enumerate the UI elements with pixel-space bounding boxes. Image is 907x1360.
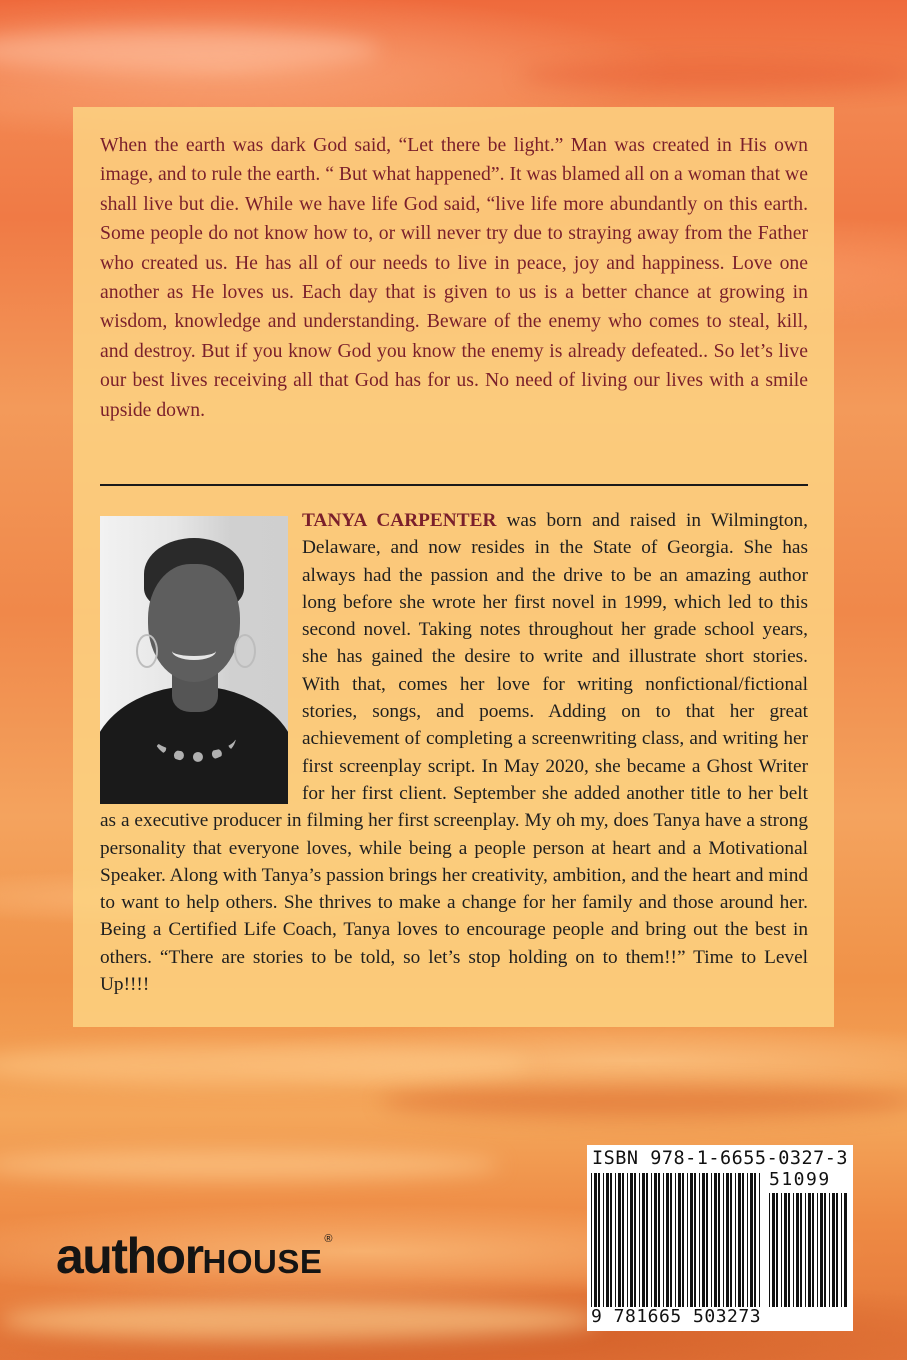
barcode-bar — [824, 1193, 826, 1307]
barcode-bar — [730, 1173, 732, 1307]
author-name: TANYA CARPENTER — [302, 510, 497, 531]
barcode-bar — [634, 1173, 636, 1307]
divider-line — [100, 484, 808, 486]
barcode-bar — [663, 1173, 664, 1307]
author-bio — [100, 507, 808, 998]
barcode-bar — [610, 1173, 612, 1307]
barcode-bar — [793, 1193, 794, 1307]
isbn-barcode — [587, 1145, 853, 1331]
barcode-bar — [618, 1173, 621, 1307]
barcode-bar — [723, 1173, 724, 1307]
barcode-bar — [694, 1173, 696, 1307]
sky-cloud — [0, 1300, 600, 1340]
barcode-bar — [735, 1173, 736, 1307]
barcode-bar — [670, 1173, 672, 1307]
author-bio-text: was born and raised in Wilmington, Delaware, and now resides in the State of Georgia. She has always had the passion and the drive to be an amazing author long before she wrote her first novel in 1999, which led to this second novel. Taking notes throughout her grade school years, she has gained the desire to write and illustrate short stories. With that, comes her love for writing nonfictional/fictional stories, songs, and poems. Adding on to that her great achievement of completing a screenwriting class, and writing her first screenplay script. In May 2020, she became a Ghost Writer for her first client. September she added another title to her belt as a executive producer in filming her first screenplay. My oh my, does Tanya have a strong personality that everyone loves, while being a people person at heart and a Motivational Speaker. Along with Tanya’s passion brings her creativity, ambition, and the heart and mind to want to help others. She thrives to make a change for her family and those around her. Being a Certified Life Coach, Tanya loves to encourage people and bring out the best in others. “There are stories to be told, so let’s stop holding on to them!!” Time to Level Up!!!! — [100, 510, 809, 996]
barcode-bar — [772, 1193, 775, 1307]
barcode-bar — [615, 1173, 616, 1307]
barcode-bar — [844, 1193, 847, 1307]
registered-mark: ® — [324, 1233, 333, 1245]
barcode-bar — [690, 1173, 693, 1307]
sky-cloud — [0, 30, 380, 70]
barcode-bar — [598, 1173, 600, 1307]
barcode-bar — [841, 1193, 842, 1307]
isbn-label: ISBN 978-1-6655-0327-3 — [592, 1148, 849, 1169]
barcode-bar — [675, 1173, 676, 1307]
barcode-bar — [800, 1193, 802, 1307]
barcode-bar — [742, 1173, 744, 1307]
barcode-bar — [654, 1173, 657, 1307]
barcode-bar — [769, 1193, 770, 1307]
ean-digits: 9 781665 503273 — [591, 1306, 762, 1327]
barcode-bar — [591, 1173, 592, 1307]
publisher-logo — [56, 1227, 333, 1284]
sky-cloud — [0, 1045, 530, 1085]
sky-cloud — [0, 1150, 500, 1180]
barcode-bar — [699, 1173, 700, 1307]
logo-author-text: author — [56, 1228, 203, 1284]
barcode-bar — [759, 1173, 760, 1307]
barcode-bar — [788, 1193, 790, 1307]
barcode-bar — [820, 1193, 823, 1307]
barcode-bar — [817, 1193, 818, 1307]
barcode-bar — [776, 1193, 778, 1307]
barcode-bar — [606, 1173, 609, 1307]
barcode-bar — [702, 1173, 705, 1307]
book-blurb: When the earth was dark God said, “Let there be light.” Man was created in His own image, and to rule the earth. “ But what happened”. It was blamed all on a woman that we shall live but die. While we have life God said, “live life more abundantly on this earth. Some people do not know how to, or will never try due to straying away from the Father who created us. He has all of our needs to live in peace, joy and happiness. Love one another as He loves us. Each day that is given to us is a better chance at growing in wisdom, knowledge and understanding. Beware of the enemy who comes to steal, kill, and destroy. But if you know God you know the enemy is already defeated.. So let’s live our best lives receiving all that God has for us. No need of living our lives with a smile upside down. — [100, 134, 808, 421]
barcode-bar — [750, 1173, 753, 1307]
barcode-bar — [630, 1173, 633, 1307]
barcode-bar — [711, 1173, 712, 1307]
addon-barcode-bars — [769, 1193, 847, 1307]
barcode-bar — [627, 1173, 628, 1307]
barcode-bar — [651, 1173, 652, 1307]
barcode-bar — [646, 1173, 648, 1307]
logo-house-text: HOUSE — [202, 1243, 323, 1280]
barcode-bar — [678, 1173, 681, 1307]
barcode-bar — [784, 1193, 787, 1307]
ean-barcode-bars — [591, 1173, 763, 1307]
barcode-bar — [687, 1173, 688, 1307]
barcode-bar — [832, 1193, 835, 1307]
barcode-bar — [747, 1173, 748, 1307]
barcode-bar — [666, 1173, 669, 1307]
barcode-bar — [836, 1193, 838, 1307]
barcode-bar — [796, 1193, 799, 1307]
text-panel — [73, 107, 834, 1027]
barcode-bar — [603, 1173, 604, 1307]
barcode-bar — [658, 1173, 660, 1307]
barcode-bar — [738, 1173, 741, 1307]
barcode-bar — [718, 1173, 720, 1307]
barcode-bar — [808, 1193, 811, 1307]
barcode-bar — [805, 1193, 806, 1307]
barcode-bar — [714, 1173, 717, 1307]
barcode-bar — [706, 1173, 708, 1307]
barcode-bar — [781, 1193, 782, 1307]
barcode-bar — [812, 1193, 814, 1307]
author-photo — [100, 516, 288, 804]
sky-cloud — [520, 60, 907, 90]
price-code: 51099 — [769, 1169, 831, 1190]
barcode-bar — [639, 1173, 640, 1307]
barcode-bar — [622, 1173, 624, 1307]
barcode-bar — [754, 1173, 756, 1307]
sky-cloud — [380, 1085, 907, 1119]
barcode-bar — [594, 1173, 597, 1307]
barcode-bar — [642, 1173, 645, 1307]
barcode-bar — [829, 1193, 830, 1307]
barcode-bar — [726, 1173, 729, 1307]
barcode-bar — [682, 1173, 684, 1307]
